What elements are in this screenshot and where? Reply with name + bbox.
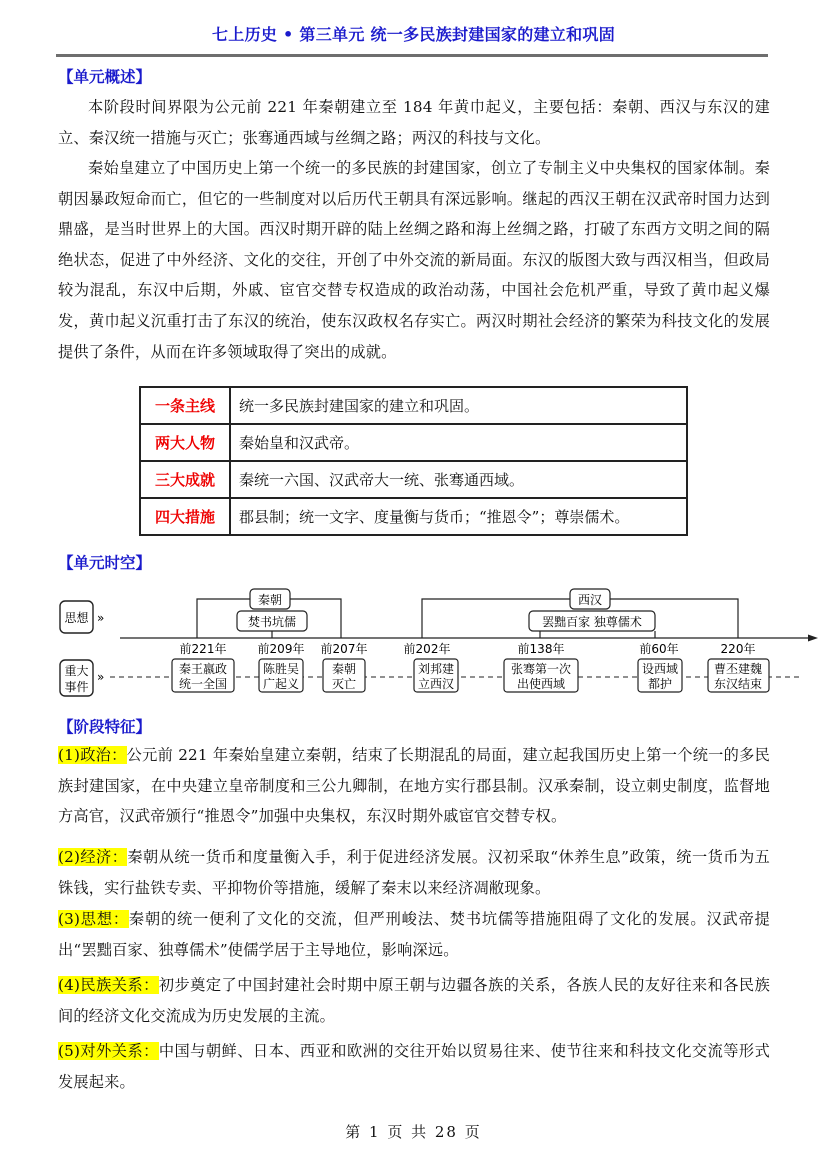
feature-text: 公元前 221 年秦始皇建立秦朝，结束了长期混乱的局面，建立起我国历史上第一个统一的多民族封建国家，在中央建立皇帝制度和三公九卿制，在地方实行郡县制。汉承秦制，设立刺史制度，监督地方高官，汉武帝颁行“推恩令”加强中央集权，东汉时期外戚宦官交替专权。 [58,746,770,826]
event-year: 220年 [720,642,756,656]
feature-label: (4)民族关系： [58,976,159,994]
event-year: 前207年 [320,642,368,656]
table-value: 郡县制；统一文字、度量衡与货币；“推恩令”；尊崇儒术。 [230,498,687,535]
event-label-line2: 广起义 [262,677,300,691]
feature-item-ethnic-relations [58,970,770,1031]
timeline-event [404,641,458,692]
table-row [140,498,687,535]
table-key: 三大成就 [140,461,230,498]
event-label-line1: 陈胜吴 [262,662,300,676]
feature-item-politics [58,740,770,832]
thought-row-label: 思想 [64,611,89,625]
events-row-arrow: » [97,670,105,684]
event-label-line1: 设西域 [641,662,679,676]
timeline-diagram [0,585,827,700]
event-label-line1: 秦朝 [331,662,357,676]
event-label-line2: 立西汉 [417,677,455,691]
western-han-period-label: 西汉 [577,593,603,607]
feature-item-economy [58,842,770,903]
table-row [140,461,687,498]
table-key: 一条主线 [140,387,230,424]
feature-label: (5)对外关系： [58,1042,159,1060]
section-heading-features: 【阶段特征】 [58,718,152,736]
page-number: 第 1 页 共 28 页 [345,1123,482,1141]
feature-label: (1)政治： [58,746,127,764]
table-key: 四大措施 [140,498,230,535]
event-year: 前221年 [179,642,227,656]
event-label-line1: 刘邦建 [417,662,455,676]
feature-item-foreign-relations [58,1036,770,1097]
timeline-event [638,641,682,692]
feature-text: 秦朝从统一货币和度量衡入手，利于促进经济发展。汉初采取“休养生息”政策，统一货币为五铢钱，实行盐铁专卖、平抑物价等措施，缓解了秦末以来经济凋敝现象。 [58,848,770,897]
events-row-label-line1: 重大 [64,664,89,678]
overview-paragraph: 秦始皇建立了中国历史上第一个统一的多民族的封建国家，创立了专制主义中央集权的国家体制。秦朝因暴政短命而亡，但它的一些制度对以后历代王朝具有深远影响。继起的西汉王朝在汉武帝时国力达到鼎盛，是当时世界上的大国。西汉时期开辟的陆上丝绸之路和海上丝绸之路，打破了东西方文明之间的隔绝状态，促进了中外经济、文化的交往，开创了中外交流的新局面。东汉的版图大致与西汉相当，但政局较为混乱，东汉中后期，外戚、宦官交替专权造成的政治动荡，中国社会危机严重，导致了黄巾起义爆发，黄巾起义沉重打击了东汉的统治，使东汉政权名存实亡。两汉时期社会经济的繁荣为科技文化的发展提供了条件，从而在许多领域取得了突出的成就。 [58,159,770,361]
feature-text: 初步奠定了中国封建社会时期中原王朝与边疆各族的关系，各族人民的友好往来和各民族间的经济文化交流成为历史发展的主流。 [58,976,770,1025]
thought-row-arrow: » [97,611,105,625]
timeline-event [321,641,368,692]
western-han-thought-label: 罢黜百家 独尊儒术 [542,615,642,629]
table-row [140,424,687,461]
event-label-line2: 东汉结束 [713,677,763,691]
feature-text: 中国与朝鲜、日本、西亚和欧洲的交往开始以贸易往来、使节往来和科技文化交流等形式发展起来。 [58,1042,770,1091]
feature-label: (2)经济： [58,848,128,866]
event-label-line2: 统一全国 [178,677,228,691]
feature-label: (3)思想： [58,910,129,928]
event-label-line1: 张骞第一次 [510,662,572,676]
document-title: 七上历史 • 第三单元 统一多民族封建国家的建立和巩固 [211,25,616,44]
event-label-line2: 灭亡 [331,677,357,691]
feature-item-thought [58,904,770,965]
table-key: 两大人物 [140,424,230,461]
event-year: 前202年 [403,642,451,656]
events-row-label-line2: 事件 [64,680,89,694]
timeline-event [172,641,234,692]
qin-thought-label: 焚书坑儒 [247,615,297,629]
overview-paragraph: 本阶段时间界限为公元前 221 年秦朝建立至 184 年黄巾起义，主要包括：秦朝、西汉与东汉的建立、秦汉统一措施与灭亡；张骞通西域与丝绸之路；两汉的科技与文化。 [58,98,770,147]
qin-period-label: 秦朝 [257,593,283,607]
timeline-event [708,641,769,692]
header-divider [56,54,768,57]
feature-text: 秦朝的统一便利了文化的交流，但严刑峻法、焚书坑儒等措施阻碍了文化的发展。汉武帝提出“罢黜百家、独尊儒术”使儒学居于主导地位，影响深远。 [58,910,770,959]
event-label-line1: 曹丕建魏 [713,662,763,676]
summary-table [139,386,688,536]
table-value: 秦始皇和汉武帝。 [230,424,687,461]
section-heading-overview: 【单元概述】 [58,68,152,86]
event-year: 前209年 [257,642,305,656]
event-label-line2: 都护 [647,677,673,691]
event-label-line2: 出使西域 [516,677,566,691]
section-heading-timeline: 【单元时空】 [58,554,152,572]
table-value: 秦统一六国、汉武帝大一统、张骞通西域。 [230,461,687,498]
timeline-event [258,641,305,692]
table-value: 统一多民族封建国家的建立和巩固。 [230,387,687,424]
timeline-arrowhead [808,635,818,642]
timeline-event [504,641,578,692]
event-year: 前138年 [517,642,565,656]
table-row [140,387,687,424]
event-year: 前60年 [639,642,679,656]
event-label-line1: 秦王嬴政 [178,662,228,676]
